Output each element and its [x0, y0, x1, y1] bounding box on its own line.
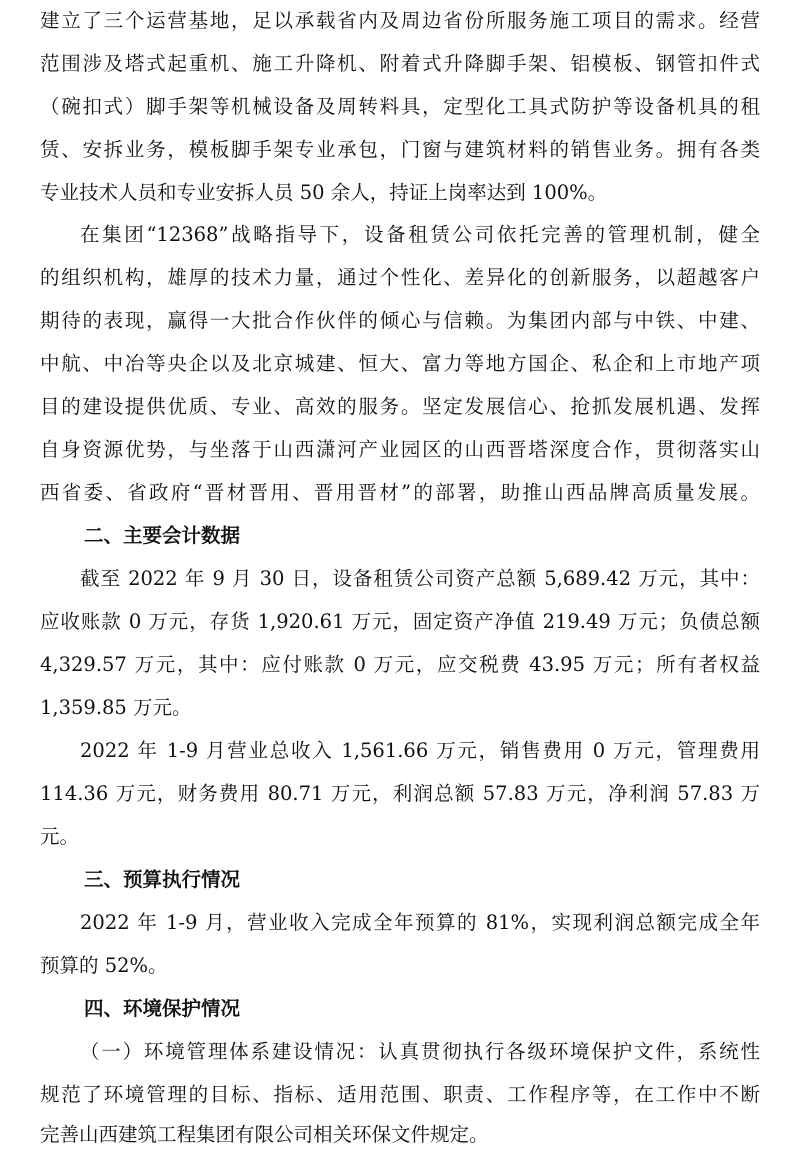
- paragraph-line: 自身资源优势，与坐落于山西潇河产业园区的山西晋塔深度合作，贯彻落实山: [40, 438, 760, 461]
- paragraph-line: 专业技术人员和专业安拆人员 50 余人，持证上岗率达到 100%。: [40, 181, 608, 204]
- paragraph-line: 预算的 52%。: [40, 954, 168, 977]
- paragraph-line: 应收账款 0 万元，存货 1,920.61 万元，固定资产净值 219.49 万元；负债总额: [40, 610, 760, 633]
- paragraph-line: 元。: [40, 825, 80, 848]
- paragraph-line: 2022 年 1-9 月营业总收入 1,561.66 万元，销售费用 0 万元，管理费用: [80, 739, 760, 762]
- paragraph-line: 2022 年 1-9 月，营业收入完成全年预算的 81%，实现利润总额完成全年: [80, 911, 760, 934]
- paragraph-line: 4,329.57 万元，其中：应付账款 0 万元，应交税费 43.95 万元；所有者权益: [40, 653, 760, 676]
- section-heading: 三、预算执行情况: [84, 868, 241, 891]
- paragraph-line: 目的建设提供优质、专业、高效的服务。坚定发展信心、抢抓发展机遇、发挥: [40, 395, 760, 418]
- paragraph-line: 中航、中冶等央企以及北京城建、恒大、富力等地方国企、私企和上市地产项: [40, 352, 760, 375]
- paragraph-line: 规范了环境管理的目标、指标、适用范围、职责、工作程序等，在工作中不断: [40, 1083, 760, 1106]
- section-heading: 四、环境保护情况: [84, 997, 241, 1020]
- paragraph-line: （一）环境管理体系建设情况：认真贯彻执行各级环境保护文件，系统性: [80, 1040, 760, 1063]
- paragraph-line: 114.36 万元，财务费用 80.71 万元，利润总额 57.83 万元，净利润 57.83 万: [40, 782, 760, 805]
- paragraph-line: 建立了三个运营基地，足以承载省内及周边省份所服务施工项目的需求。经营: [40, 9, 760, 32]
- paragraph-line: 范围涉及塔式起重机、施工升降机、附着式升降脚手架、铝模板、钢管扣件式: [40, 52, 760, 75]
- paragraph-line: 截至 2022 年 9 月 30 日，设备租赁公司资产总额 5,689.42 万元，其中：: [80, 567, 760, 590]
- paragraph-line: 完善山西建筑工程集团有限公司相关环保文件规定。: [40, 1123, 489, 1146]
- paragraph-line: 赁、安拆业务，模板脚手架专业承包，门窗与建筑材料的销售业务。拥有各类: [40, 138, 760, 161]
- section-heading: 二、主要会计数据: [84, 524, 241, 547]
- paragraph-line: 1,359.85 万元。: [40, 696, 192, 719]
- paragraph-line: （碗扣式）脚手架等机械设备及周转料具，定型化工具式防护等设备机具的租: [40, 95, 760, 118]
- paragraph-line: 期待的表现，赢得一大批合作伙伴的倾心与信赖。为集团内部与中铁、中建、: [40, 309, 760, 332]
- paragraph-line: 西省委、省政府“晋材晋用、晋用晋材”的部署，助推山西品牌高质量发展。: [40, 481, 760, 504]
- paragraph-line: 的组织机构，雄厚的技术力量，通过个性化、差异化的创新服务，以超越客户: [40, 266, 760, 289]
- paragraph-line: 在集团“12368”战略指导下，设备租赁公司依托完善的管理机制，健全: [80, 223, 760, 246]
